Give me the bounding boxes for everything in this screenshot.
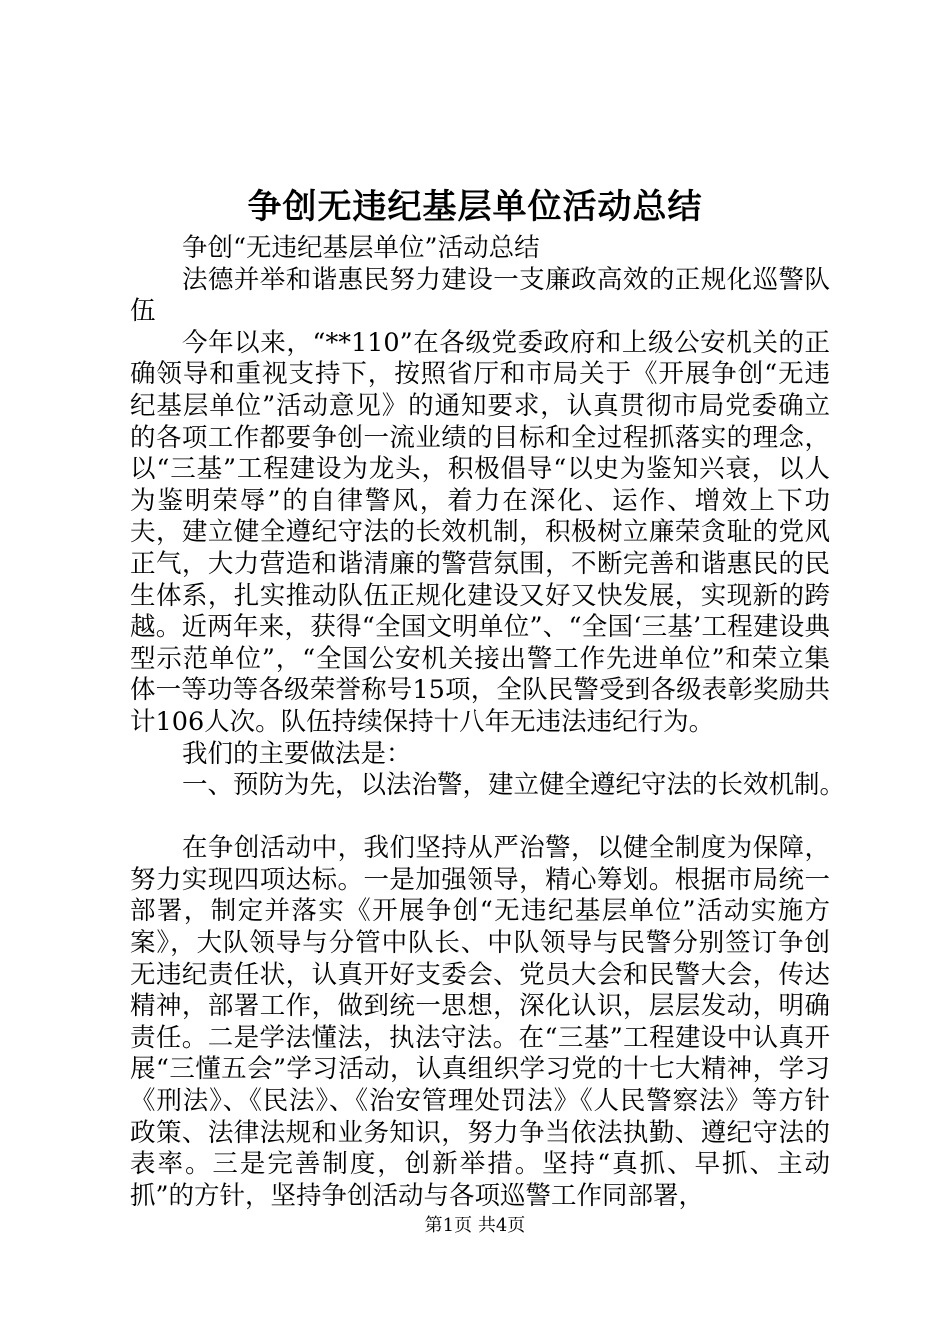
document-title: 争创无违纪基层单位活动总结 bbox=[247, 187, 703, 227]
paragraph-section-1: 在争创活动中，我们坚持从严治警，以健全制度为保障，努力实现四项达标。一是加强领导，精心筹划。根据市局统一部署，制定并落实《开展争创“无违纪基层单位”活动实施方案》，大队领导与分管中队长、中队领导与民警分别签订争创无违纪责任状，认真开好支委会、党员大会和民警大会，传达精神，部署工作，做到统一思想，深化认识，层层发动，明确责任。二是学法懂法，执法守法。在“三基”工程建设中认真开展“三懂五会”学习活动，认真组织学习党的十七大精神，学习《刑法》、《民法》、《治安管理处罚法》《人民警察法》等方针政策、法律法规和业务知识，努力争当依法执勤、遵纪守法的表率。三是完善制度，创新举措。坚持“真抓、早抓、主动抓”的方针，坚持争创活动与各项巡警工作同部署， bbox=[130, 833, 830, 1211]
paragraph-methods-lead: 我们的主要做法是： bbox=[182, 738, 412, 769]
section-heading-1: 一、预防为先，以法治警，建立健全遵纪守法的长效机制。 bbox=[182, 770, 846, 801]
document-body bbox=[130, 233, 846, 1212]
page-number-footer: 第1页 共4页 bbox=[424, 1215, 526, 1236]
paragraph-intro: 今年以来，“**110”在各级党委政府和上级公安机关的正确领导和重视支持下，按照省厅和市局关于《开展争创“无违纪基层单位”活动意见》的通知要求，认真贯彻市局党委确立的各项工作都要争创一流业绩的目标和全过程抓落实的理念，以“三基”工程建设为龙头，积极倡导“以史为鉴知兴衰，以人为鉴明荣辱”的自律警风，着力在深化、运作、增效上下功夫，建立健全遵纪守法的长效机制，积极树立廉荣贪耻的党风正气，大力营造和谐清廉的警营氛围，不断完善和谐惠民的民生体系，扎实推动队伍正规化建设又好又快发展，实现新的跨越。近两年来，获得“全国文明单位”、“全国‘三基’工程建设典型示范单位”，“全国公安机关接出警工作先进单位”和荣立集体一等功等各级荣誉称号15项，全队民警受到各级表彰奖励共计106人次。队伍持续保持十八年无违法违纪行为。 bbox=[130, 327, 830, 737]
paragraph-motto: 法德并举和谐惠民努力建设一支廉政高效的正规化巡警队伍 bbox=[130, 264, 830, 327]
paragraph-subtitle: 争创“无违纪基层单位”活动总结 bbox=[182, 233, 540, 263]
